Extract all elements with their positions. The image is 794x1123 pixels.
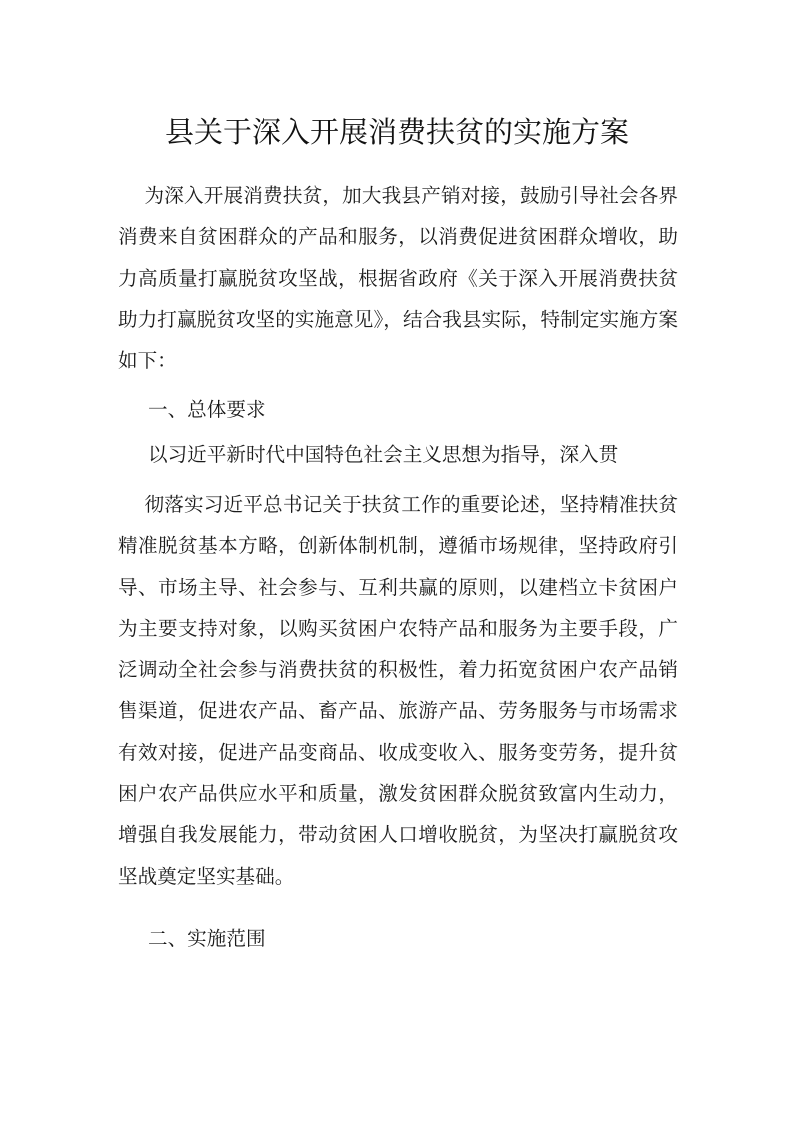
section-1-heading: 一、总体要求 (148, 398, 266, 421)
section-1-lead-line: 以习近平新时代中国特色社会主义思想为指导，深入贯 (148, 443, 619, 466)
section-2-heading: 二、实施范围 (148, 927, 266, 950)
intro-paragraph: 为深入开展消费扶贫，加大我县产销对接，鼓励引导社会各界消费来自贫困群众的产品和服务，以消费促进贫困群众增收，助力高质量打赢脱贫攻坚战，根据省政府《关于深入开展消费扶贫助力打赢脱贫攻坚的实施意见》，结合我县实际，特制定实施方案如下： (118, 184, 678, 373)
section-1-body-paragraph: 彻落实习近平总书记关于扶贫工作的重要论述，坚持精准扶贫精准脱贫基本方略，创新体制机制，遵循市场规律，坚持政府引导、市场主导、社会参与、互利共赢的原则，以建档立卡贫困户为主要支持对象，以购买贫困户农特产品和服务为主要手段，广泛调动全社会参与消费扶贫的积极性，着力拓宽贫困户农产品销售渠道，促进农产品、畜产品、旅游产品、劳务服务与市场需求有效对接，促进产品变商品、收成变收入、服务变劳务，提升贫困户农产品供应水平和质量，激发贫困群众脱贫致富内生动力，增强自我发展能力，带动贫困人口增收脱贫，为坚决打赢脱贫攻坚战奠定坚实基础。 (118, 493, 678, 888)
document-title: 县关于深入开展消费扶贫的实施方案 (164, 115, 629, 149)
